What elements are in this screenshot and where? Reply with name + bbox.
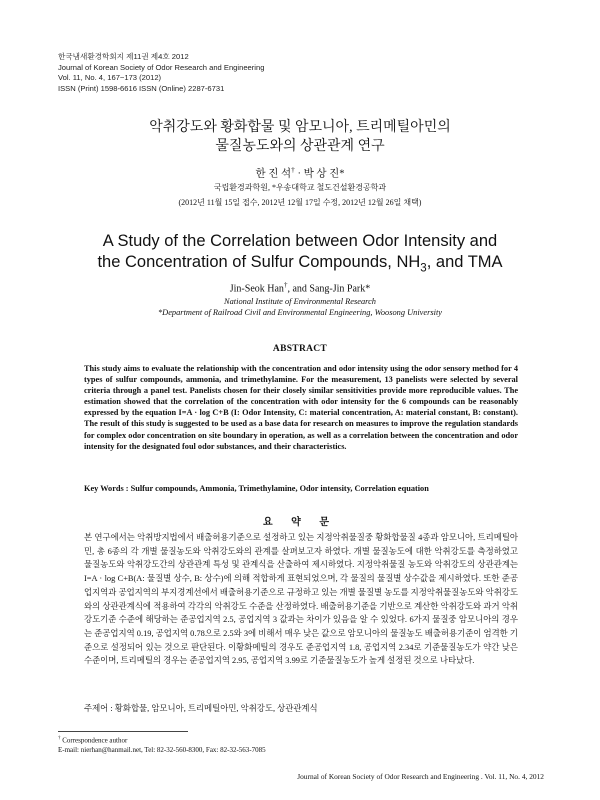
correspondence-email: E-mail: nierhan@hanmail.net, Tel: 82-32-560-8300, Fax: 82-32-563-7085 (58, 745, 266, 754)
journal-volume: Vol. 11, No. 4, 167~173 (2012) (58, 73, 162, 83)
correspondence-label: † Correspondence author (58, 736, 128, 745)
abstract-heading: ABSTRACT (272, 344, 328, 354)
korean-title (0, 118, 600, 156)
english-title-line1: A Study of the Correlation between Odor Intensity and (102, 232, 498, 250)
korean-authors (0, 165, 600, 181)
dagger-mark: † (291, 165, 295, 174)
journal-issn: ISSN (Print) 1598-6616 ISSN (Online) 2287-6731 (58, 83, 225, 93)
journal-english-name: Journal of Korean Society of Odor Research and Engineering (58, 62, 265, 72)
journal-header (58, 52, 264, 94)
english-affiliation-1: National Institute of Environmental Research (224, 297, 376, 306)
korean-affiliation: 국립환경과학원, *우송대학교 철도건설환경공학과 (213, 183, 387, 192)
correspondence-footnote (58, 734, 266, 756)
korean-keywords: 주제어 : 황화합물, 암모니아, 트리메틸아민, 악취강도, 상관관계식 (84, 704, 318, 713)
footnote-rule (58, 731, 188, 732)
korean-title-line1: 악취강도와 황화합물 및 암모니아, 트리메틸아민의 (149, 120, 451, 135)
korean-summary-heading: 요 약 문 (263, 517, 337, 528)
english-affiliation-2: *Department of Railroad Civil and Environmental Engineering, Woosong University (157, 308, 443, 317)
korean-author-2: · 박 상 진* (294, 168, 345, 180)
korean-title-line2: 물질농도와의 상관관계 연구 (215, 139, 385, 154)
english-author-1: Jin-Seok Han (229, 283, 284, 295)
journal-korean-name: 한국냄새환경학회지 제11권 제4호 2012 (58, 52, 189, 61)
korean-author-1: 한 진 석 (255, 168, 292, 180)
english-author-2: , and Sang-Jin Park* (287, 283, 371, 295)
english-title (0, 231, 600, 279)
english-title-line2: the Concentration of Sulfur Compounds, $NH_3$, and TMA (97, 253, 503, 275)
english-affiliations (0, 296, 600, 318)
korean-summary-body: 본 연구에서는 악취방지법에서 배출허용기준으로 설정하고 있는 지정악취물질중 황화합물질 4종과 암모니아, 트리메틸아민, 총 6종의 각 개별 물질농도와 악취강도와의 관계를 살펴보고자 하였다. 개별 물질농도에 대한 악취강도를 측정하였고 물질농도와 악취강도간의 상관관계 특성 및 관계식을 산출하여 제시하였다. 지정악취물질 농도와 악취강도의 상관관계는 I=A · log C+B(A: 물질별 상수, B: 상수)에 의해 적합하게 표현되었으며, 각 물질의 물질별 상수값을 제시하였다. 또한 준공업지역과 공업지역의 부지경계선에서 배출허용기준으로 규정하고 있는 개별 물질별 농도를 지정악취물질농도와 악취강도와의 상관관계식에 적용하여 각각의 악취강도 수준을 산정하였다. 배출허용기준을 기반으로 계산한 악취강도와 과거 악취강도기준 수준에 해당하는 준공업지역 2.5, 공업지역 3 값과는 차이가 있음을 알 수 있었다. 6가지 물질중 암모니아의 경우는 준공업지역 0.19, 공업지역 0.78으로 2.5와 3에 비해서 매우 낮은 값으로 암모니아의 물질농도 배출허용기준이 엄격한 기준으로 설정되어 있는 것으로 판단된다. 이황화메틸의 경우도 준공업지역 1.8, 공업지역 2.34로 기준물질농도가 약간 낮은 수준이며, 트리메틸의 경우는 준공업지역 2.95, 공업지역 3.99로 기준물질농도가 높게 설정된 것으로 나타났다. (84, 533, 518, 666)
english-authors (0, 281, 600, 294)
page-footer: Journal of Korean Society of Odor Research and Engineering . Vol. 11, No. 4, 2012 (297, 772, 544, 781)
keywords: Key Words : Sulfur compounds, Ammonia, Trimethylamine, Odor intensity, Correlation equation (84, 484, 429, 493)
abstract-body: This study aims to evaluate the relationship with the concentration and odor intensity using the odor sensory method for 4 types of sulfur compounds, ammonia, and trimethylamine. For the measurement, 13 panelists were selected by several criteria through a panel test. Panelists chosen for their closely similar sensitivities provide more reproducible values. The estimation showed that the correlation of the concentration with odor intensity for the 6 compounds can be reasonably expressed by the equation I=A · log C+B (I: Odor Intensity, C: material concentration, A: material constant, B: constant). The result of this study is suggested to be used as a base data for research on measures to improve the regulation standards for complex odor concentration on site boundary in operation, as well as a correlation between the concentration and odor intensity for the designated foul odor substances, and their characteristics. (84, 364, 518, 451)
dagger-mark: † (283, 281, 288, 289)
korean-dates: (2012년 11월 15일 접수, 2012년 12월 17일 수정, 2012년 12월 26일 채택) (178, 198, 422, 207)
